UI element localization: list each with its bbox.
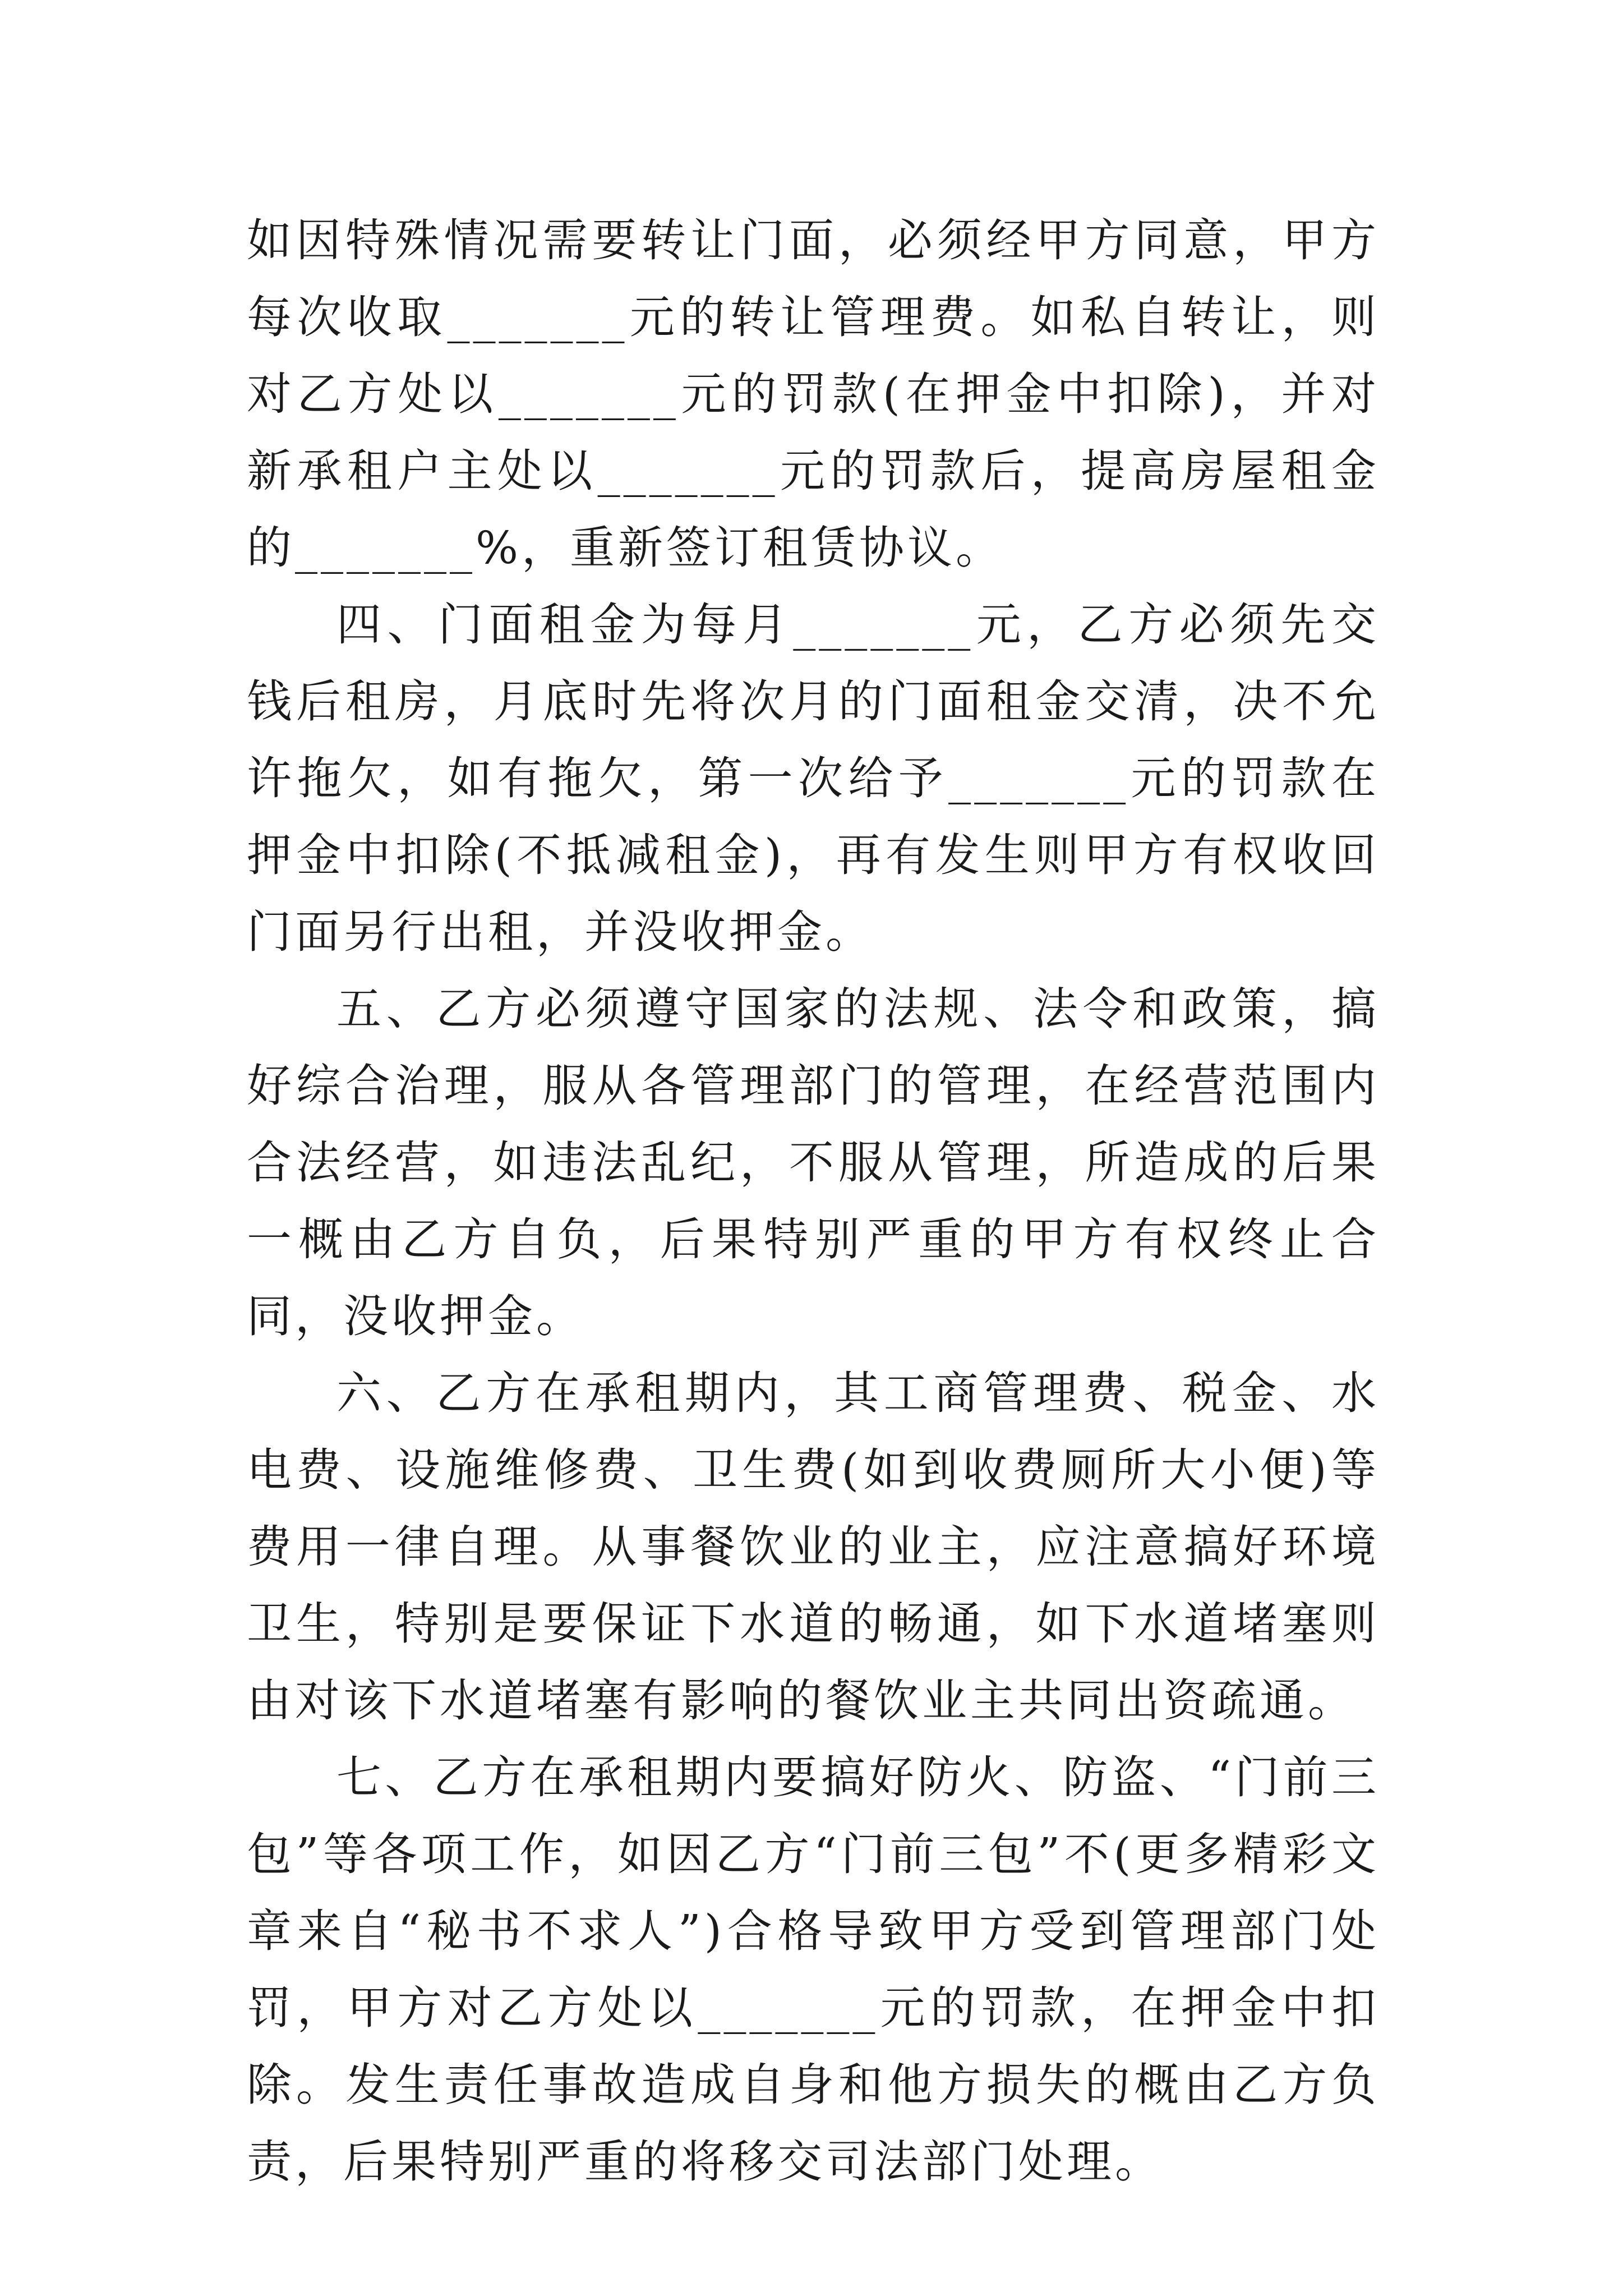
- paragraph-transfer-clause: 如因特殊情况需要转让门面，必须经甲方同意，甲方每次收取_______元的转让管理费。如私自转让，则对乙方处以_______元的罚款(在押金中扣除)，并对新承租户主处以_______元的罚款后，提高房屋租金的_______%，重新签订租赁协议。: [247, 214, 1380, 574]
- document-body: [247, 202, 1380, 2200]
- paragraph-rent-clause: 四、门面租金为每月_______元，乙方必须先交钱后租房，月底时先将次月的门面租金交清，决不允许拖欠，如有拖欠，第一次给予_______元的罚款在押金中扣除(不抵减租金)，再有发生则甲方有权收回门面另行出租，并没收押金。: [247, 599, 1380, 958]
- paragraph-law-compliance-clause: 五、乙方必须遵守国家的法规、法令和政策，搞好综合治理，服从各管理部门的管理，在经营范围内合法经营，如违法乱纪，不服从管理，所造成的后果一概由乙方自负，后果特别严重的甲方有权终止合同，没收押金。: [247, 983, 1380, 1342]
- paragraph-fees-clause: 六、乙方在承租期内，其工商管理费、税金、水电费、设施维修费、卫生费(如到收费厕所大小便)等费用一律自理。从事餐饮业的业主，应注意搞好环境卫生，特别是要保证下水道的畅通，如下水道堵塞则由对该下水道堵塞有影响的餐饮业主共同出资疏通。: [247, 1367, 1380, 1727]
- paragraph-safety-clause: 七、乙方在承租期内要搞好防火、防盗、“门前三包”等各项工作，如因乙方“门前三包”不(更多精彩文章来自“秘书不求人”)合格导致甲方受到管理部门处罚，甲方对乙方处以_______元的罚款，在押金中扣除。发生责任事故造成自身和他方损失的概由乙方负责，后果特别严重的将移交司法部门处理。: [247, 1751, 1380, 2188]
